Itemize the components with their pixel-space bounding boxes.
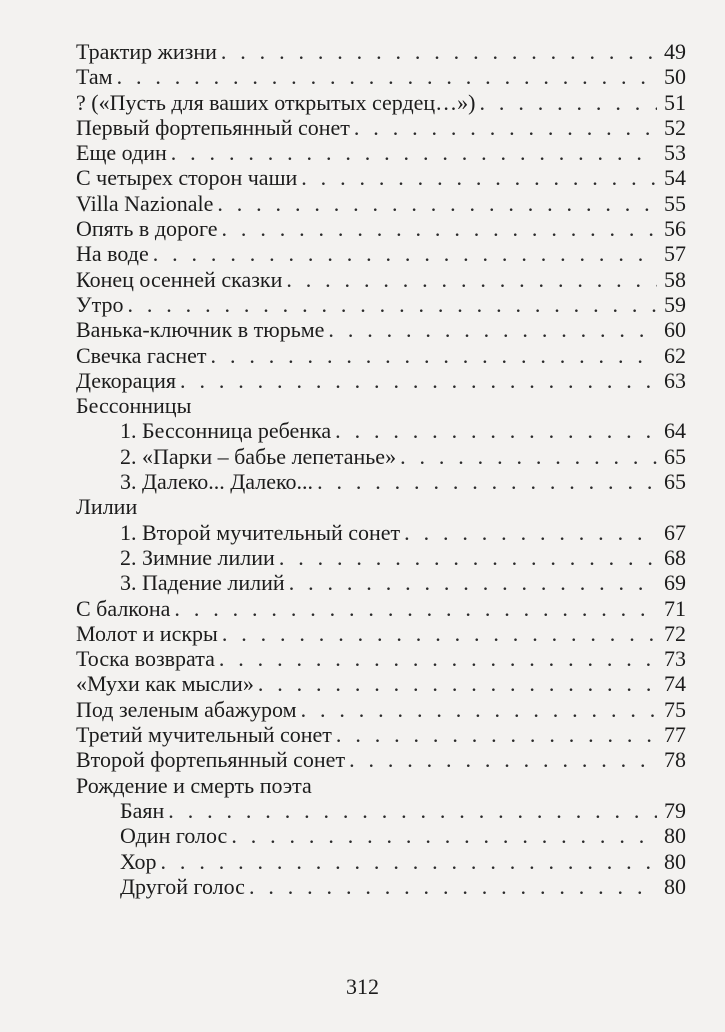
dot-leader <box>349 747 657 772</box>
toc-entry <box>76 343 686 368</box>
toc-entry-page: 54 <box>664 165 686 191</box>
dot-leader <box>168 798 657 823</box>
toc-entry <box>76 671 686 696</box>
toc-entry <box>76 267 686 292</box>
toc-entry-title: «Мухи как мысли» <box>76 671 254 697</box>
toc-entry-title: Ванька-ключник в тюрьме <box>76 317 325 343</box>
toc-entry <box>76 140 686 165</box>
toc-entry <box>76 697 686 722</box>
toc-entry-page: 49 <box>664 39 686 64</box>
dot-leader <box>174 596 657 621</box>
toc-entry-title: Тоска возврата <box>76 646 215 672</box>
toc-entry <box>76 317 686 342</box>
toc-entry-page: 77 <box>664 722 686 748</box>
toc-entry-page: 65 <box>664 443 686 469</box>
toc-section-heading: Рождение и смерть поэта <box>76 772 312 798</box>
toc-entry-page: 78 <box>664 747 686 773</box>
dot-leader <box>328 317 657 342</box>
toc-entry <box>76 646 686 671</box>
toc-subentry <box>76 469 686 494</box>
toc-entry-page: 60 <box>664 317 686 343</box>
toc-entry <box>76 368 686 393</box>
toc-entry-page: 51 <box>664 89 686 115</box>
toc-entry-title: На воде <box>76 241 149 267</box>
dot-leader <box>171 140 657 165</box>
toc-subentry <box>76 874 686 899</box>
toc-entry-page: 62 <box>664 342 686 368</box>
toc-entry-page: 72 <box>664 620 686 646</box>
toc-entry-title: Хор <box>120 848 157 874</box>
toc-subentry <box>76 849 686 874</box>
table-of-contents <box>76 39 686 899</box>
toc-entry <box>76 165 686 190</box>
toc-entry-page: 58 <box>664 266 686 292</box>
dot-leader <box>289 570 657 595</box>
dot-leader <box>231 823 657 848</box>
toc-entry-title: Опять в дороге <box>76 216 218 242</box>
toc-entry-title: 1. Второй мучительный сонет <box>120 519 401 545</box>
dot-leader <box>222 621 657 646</box>
toc-entry-title: Третий мучительный сонет <box>76 722 332 748</box>
toc-entry-title: 1. Бессонница ребенка <box>120 418 332 444</box>
toc-section-heading: Лилии <box>76 494 138 520</box>
dot-leader <box>317 469 657 494</box>
toc-entry <box>76 216 686 241</box>
page-number: 312 <box>346 974 379 999</box>
toc-entry-page: 52 <box>664 114 686 140</box>
toc-entry-page: 55 <box>664 190 686 216</box>
toc-entry-page: 57 <box>664 241 686 267</box>
toc-section-heading: Бессонницы <box>76 393 192 419</box>
dot-leader <box>219 646 657 671</box>
toc-entry-title: С четырех сторон чаши <box>76 165 298 191</box>
toc-entry <box>76 90 686 115</box>
toc-entry-title: Один голос <box>120 823 228 849</box>
toc-subentry <box>76 823 686 848</box>
toc-entry-title: Еще один <box>76 140 167 166</box>
dot-leader <box>117 64 657 89</box>
toc-entry-page: 71 <box>664 595 686 621</box>
toc-entry-page: 65 <box>664 469 686 495</box>
toc-entry <box>76 64 686 89</box>
toc-entry-page: 53 <box>664 140 686 166</box>
dot-leader <box>354 115 657 140</box>
toc-entry <box>76 596 686 621</box>
toc-subentry <box>76 545 686 570</box>
toc-entry-page: 67 <box>664 519 686 545</box>
toc-entry-page: 80 <box>664 848 686 874</box>
toc-entry <box>76 191 686 216</box>
toc-entry <box>76 621 686 646</box>
dot-leader <box>301 697 657 722</box>
dot-leader <box>400 444 657 469</box>
dot-leader <box>335 418 657 443</box>
dot-leader <box>161 849 657 874</box>
toc-entry-page: 73 <box>664 646 686 672</box>
dot-leader <box>336 722 657 747</box>
toc-entry-title: Молот и искры <box>76 620 218 646</box>
toc-entry <box>76 39 686 64</box>
toc-entry <box>76 241 686 266</box>
toc-entry-page: 75 <box>664 696 686 722</box>
dot-leader <box>279 545 657 570</box>
toc-entry-page: 59 <box>664 291 686 317</box>
dot-leader <box>211 343 657 368</box>
toc-subentry <box>76 520 686 545</box>
toc-entry-title: Второй фортепьянный сонет <box>76 747 346 773</box>
toc-subentry <box>76 570 686 595</box>
toc-entry-title: Трактир жизни <box>76 39 217 64</box>
toc-entry <box>76 722 686 747</box>
dot-leader <box>480 90 657 115</box>
toc-entry-page: 50 <box>664 64 686 90</box>
toc-entry-page: 63 <box>664 367 686 393</box>
toc-entry-title: С балкона <box>76 595 171 621</box>
toc-entry-title: Декорация <box>76 367 177 393</box>
dot-leader <box>222 216 657 241</box>
toc-entry-page: 74 <box>664 671 686 697</box>
toc-entry-title: 2. «Парки – бабье лепетанье» <box>120 443 397 469</box>
dot-leader <box>127 292 657 317</box>
toc-entry <box>76 115 686 140</box>
toc-entry <box>76 292 686 317</box>
dot-leader <box>258 671 657 696</box>
toc-entry-page: 64 <box>664 418 686 444</box>
toc-entry-title: Там <box>76 64 113 90</box>
toc-entry-title: Под зеленым абажуром <box>76 696 297 722</box>
toc-entry-title: Другой голос <box>120 873 245 899</box>
toc-entry-page: 80 <box>664 823 686 849</box>
toc-entry <box>76 747 686 772</box>
toc-entry-page: 79 <box>664 797 686 823</box>
dot-leader <box>153 241 657 266</box>
toc-entry-title: ? («Пусть для ваших открытых сердец…») <box>76 89 476 115</box>
dot-leader <box>404 520 657 545</box>
toc-entry-title: Свечка гаснет <box>76 342 207 368</box>
toc-subentry <box>76 798 686 823</box>
toc-entry-title: Конец осенней сказки <box>76 266 283 292</box>
toc-entry-title: Баян <box>120 797 165 823</box>
toc-entry-page: 80 <box>664 873 686 899</box>
dot-leader <box>180 368 657 393</box>
dot-leader <box>249 874 657 899</box>
toc-entry-title: Первый фортепьянный сонет <box>76 114 350 140</box>
toc-entry-title: 3. Падение лилий <box>120 570 285 596</box>
toc-entry-page: 68 <box>664 544 686 570</box>
toc-entry-title: 3. Далеко... Далеко... <box>120 469 314 495</box>
dot-leader <box>301 165 657 190</box>
dot-leader <box>217 191 657 216</box>
toc-entry-page: 69 <box>664 570 686 596</box>
toc-entry-title: Villa Nazionale <box>76 190 214 216</box>
toc-entry-title: Утро <box>76 291 124 317</box>
toc-subentry <box>76 444 686 469</box>
dot-leader <box>221 39 657 64</box>
toc-entry-page: 56 <box>664 216 686 242</box>
toc-entry-title: 2. Зимние лилии <box>120 544 275 570</box>
dot-leader <box>286 267 657 292</box>
toc-subentry <box>76 418 686 443</box>
